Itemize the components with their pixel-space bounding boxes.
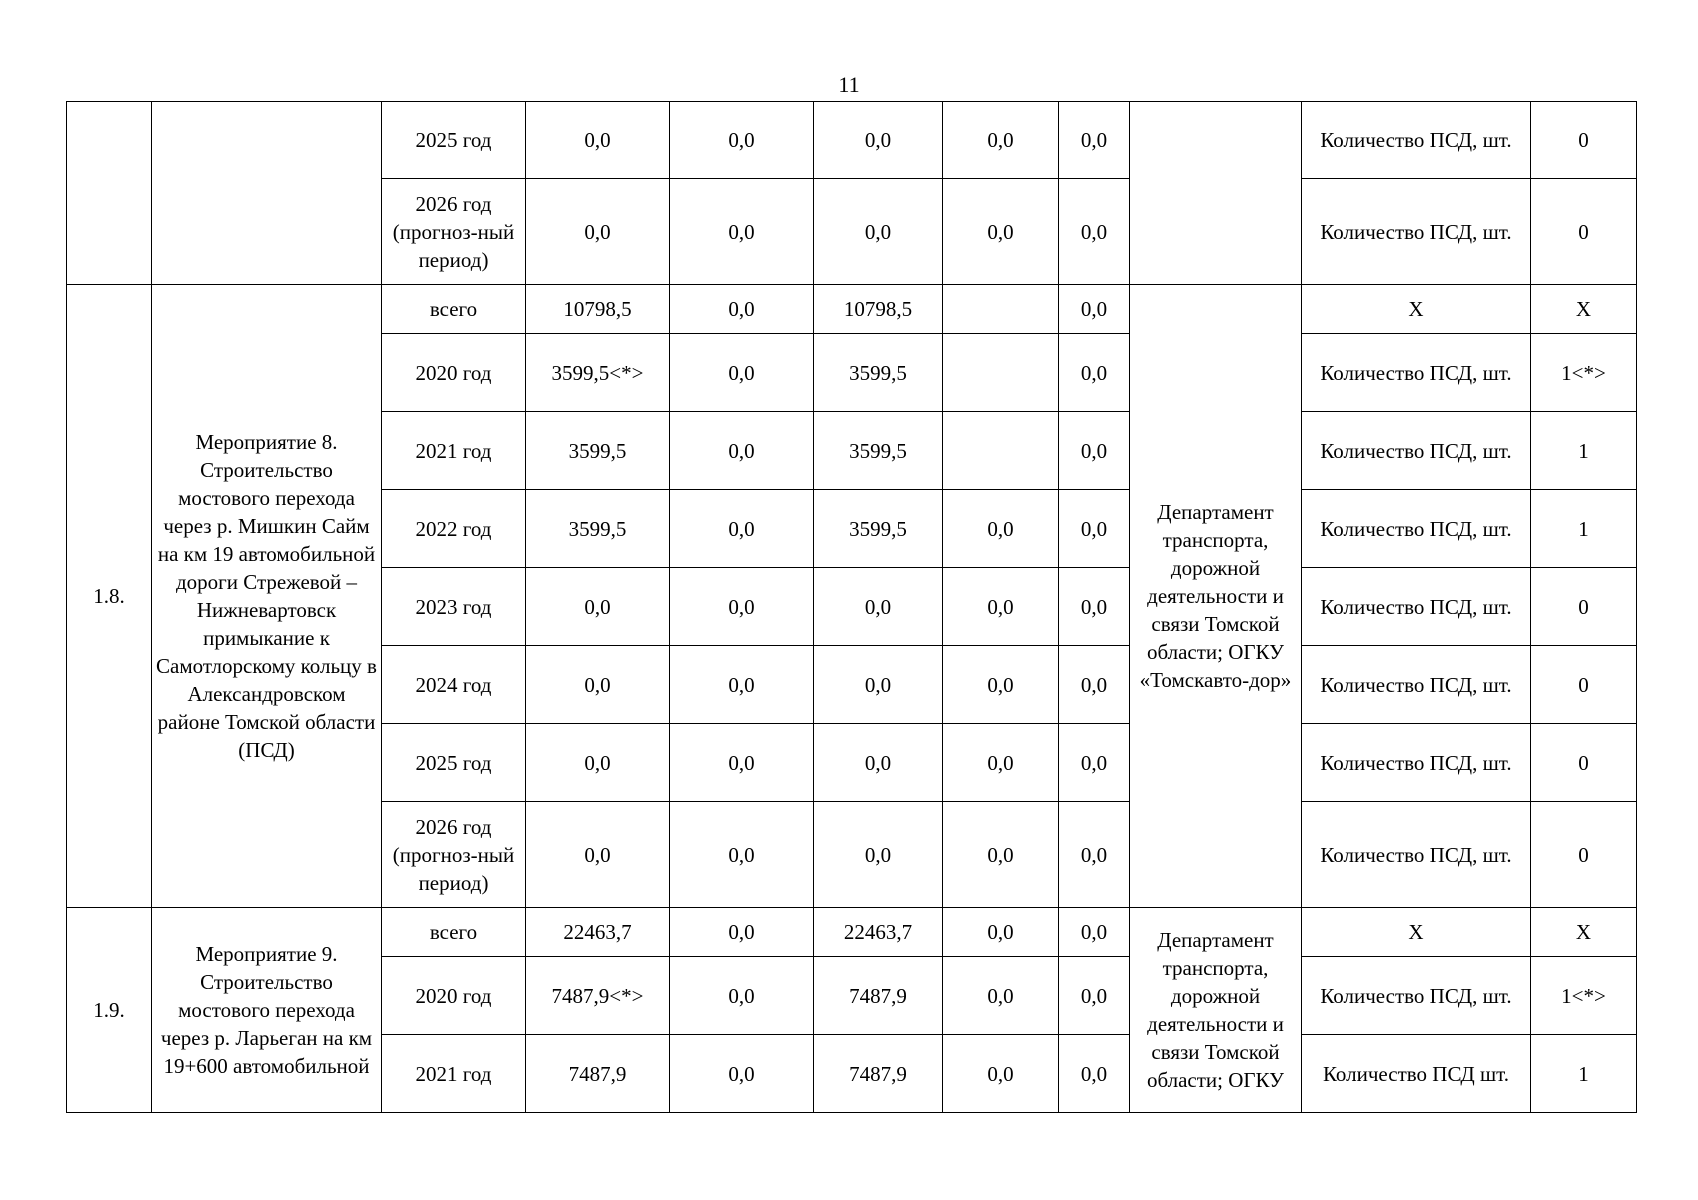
- period-cell: всего: [382, 908, 526, 957]
- period-cell: 2026 год (прогноз-ный период): [382, 179, 526, 285]
- regional-funding-cell: 3599,5: [814, 490, 943, 568]
- extra-funding-cell: 0,0: [1059, 285, 1130, 334]
- regional-funding-cell: 0,0: [814, 102, 943, 179]
- regional-funding-cell: 0,0: [814, 802, 943, 908]
- federal-funding-cell: 0,0: [670, 646, 814, 724]
- period-cell: 2020 год: [382, 334, 526, 412]
- federal-funding-cell: 0,0: [670, 957, 814, 1035]
- federal-funding-cell: 0,0: [670, 908, 814, 957]
- regional-funding-cell: 3599,5: [814, 412, 943, 490]
- regional-funding-cell: 0,0: [814, 646, 943, 724]
- regional-funding-cell: 10798,5: [814, 285, 943, 334]
- indicator-name-cell: Количество ПСД, шт.: [1302, 568, 1531, 646]
- local-funding-cell: [943, 412, 1059, 490]
- indicator-name-cell: Количество ПСД, шт.: [1302, 724, 1531, 802]
- extra-funding-cell: 0,0: [1059, 957, 1130, 1035]
- page-number: 11: [838, 72, 860, 97]
- total-funding-cell: 0,0: [526, 646, 670, 724]
- total-funding-cell: 0,0: [526, 102, 670, 179]
- local-funding-cell: [943, 334, 1059, 412]
- indicator-name-cell: Х: [1302, 908, 1531, 957]
- total-funding-cell: 3599,5<*>: [526, 334, 670, 412]
- regional-funding-cell: 0,0: [814, 568, 943, 646]
- extra-funding-cell: 0,0: [1059, 802, 1130, 908]
- total-funding-cell: 7487,9<*>: [526, 957, 670, 1035]
- period-cell: 2020 год: [382, 957, 526, 1035]
- table-row: [67, 102, 1637, 179]
- table-row: [67, 285, 1637, 334]
- indicator-value-cell: Х: [1531, 285, 1637, 334]
- extra-funding-cell: 0,0: [1059, 1035, 1130, 1113]
- indicator-value-cell: 1<*>: [1531, 334, 1637, 412]
- indicator-value-cell: 0: [1531, 102, 1637, 179]
- indicator-value-cell: 1: [1531, 490, 1637, 568]
- table-row: [67, 908, 1637, 957]
- event-description: Мероприятие 8. Строительство мостового перехода через р. Мишкин Сайм на км 19 автомобильной дороги Стрежевой – Нижневартовск примыкание к Самотлорскому кольцу в Александровском районе Томской области (ПСД): [152, 285, 382, 908]
- regional-funding-cell: 7487,9: [814, 1035, 943, 1113]
- period-cell: 2023 год: [382, 568, 526, 646]
- event-number: 1.9.: [67, 908, 152, 1113]
- local-funding-cell: 0,0: [943, 724, 1059, 802]
- event-number: 1.8.: [67, 285, 152, 908]
- event-description: Мероприятие 9. Строительство мостового перехода через р. Ларьеган на км 19+600 автомобильной: [152, 908, 382, 1113]
- extra-funding-cell: 0,0: [1059, 334, 1130, 412]
- federal-funding-cell: 0,0: [670, 568, 814, 646]
- period-cell: 2025 год: [382, 102, 526, 179]
- federal-funding-cell: 0,0: [670, 285, 814, 334]
- event-description: [152, 102, 382, 285]
- regional-funding-cell: 0,0: [814, 724, 943, 802]
- period-cell: 2021 год: [382, 1035, 526, 1113]
- indicator-value-cell: 0: [1531, 646, 1637, 724]
- federal-funding-cell: 0,0: [670, 334, 814, 412]
- indicator-name-cell: Количество ПСД шт.: [1302, 1035, 1531, 1113]
- extra-funding-cell: 0,0: [1059, 724, 1130, 802]
- period-cell: 2025 год: [382, 724, 526, 802]
- federal-funding-cell: 0,0: [670, 102, 814, 179]
- local-funding-cell: [943, 285, 1059, 334]
- indicator-value-cell: 0: [1531, 568, 1637, 646]
- federal-funding-cell: 0,0: [670, 179, 814, 285]
- indicator-value-cell: Х: [1531, 908, 1637, 957]
- total-funding-cell: 0,0: [526, 179, 670, 285]
- total-funding-cell: 0,0: [526, 724, 670, 802]
- indicator-name-cell: Количество ПСД, шт.: [1302, 490, 1531, 568]
- regional-funding-cell: 7487,9: [814, 957, 943, 1035]
- total-funding-cell: 0,0: [526, 568, 670, 646]
- indicator-value-cell: 0: [1531, 724, 1637, 802]
- indicator-value-cell: 0: [1531, 802, 1637, 908]
- indicator-name-cell: Количество ПСД, шт.: [1302, 334, 1531, 412]
- regional-funding-cell: 22463,7: [814, 908, 943, 957]
- event-number: [67, 102, 152, 285]
- indicator-value-cell: 1: [1531, 412, 1637, 490]
- indicator-name-cell: Количество ПСД, шт.: [1302, 957, 1531, 1035]
- local-funding-cell: 0,0: [943, 490, 1059, 568]
- federal-funding-cell: 0,0: [670, 490, 814, 568]
- extra-funding-cell: 0,0: [1059, 490, 1130, 568]
- total-funding-cell: 10798,5: [526, 285, 670, 334]
- total-funding-cell: 22463,7: [526, 908, 670, 957]
- extra-funding-cell: 0,0: [1059, 102, 1130, 179]
- local-funding-cell: 0,0: [943, 908, 1059, 957]
- indicator-name-cell: Количество ПСД, шт.: [1302, 102, 1531, 179]
- total-funding-cell: 3599,5: [526, 490, 670, 568]
- federal-funding-cell: 0,0: [670, 724, 814, 802]
- local-funding-cell: 0,0: [943, 179, 1059, 285]
- total-funding-cell: 3599,5: [526, 412, 670, 490]
- local-funding-cell: 0,0: [943, 802, 1059, 908]
- indicator-value-cell: 0: [1531, 179, 1637, 285]
- extra-funding-cell: 0,0: [1059, 646, 1130, 724]
- period-cell: 2024 год: [382, 646, 526, 724]
- federal-funding-cell: 0,0: [670, 802, 814, 908]
- period-cell: 2022 год: [382, 490, 526, 568]
- executor-cell: Департамент транспорта, дорожной деятельности и связи Томской области; ОГКУ «Томскавто-дор»: [1130, 285, 1302, 908]
- local-funding-cell: 0,0: [943, 957, 1059, 1035]
- indicator-name-cell: Количество ПСД, шт.: [1302, 179, 1531, 285]
- extra-funding-cell: 0,0: [1059, 908, 1130, 957]
- indicator-value-cell: 1: [1531, 1035, 1637, 1113]
- regional-funding-cell: 3599,5: [814, 334, 943, 412]
- federal-funding-cell: 0,0: [670, 1035, 814, 1113]
- local-funding-cell: 0,0: [943, 1035, 1059, 1113]
- local-funding-cell: 0,0: [943, 568, 1059, 646]
- extra-funding-cell: 0,0: [1059, 412, 1130, 490]
- regional-funding-cell: 0,0: [814, 179, 943, 285]
- program-table: [66, 101, 1637, 1113]
- total-funding-cell: 0,0: [526, 802, 670, 908]
- indicator-name-cell: Количество ПСД, шт.: [1302, 646, 1531, 724]
- federal-funding-cell: 0,0: [670, 412, 814, 490]
- indicator-name-cell: Количество ПСД, шт.: [1302, 412, 1531, 490]
- period-cell: всего: [382, 285, 526, 334]
- local-funding-cell: 0,0: [943, 102, 1059, 179]
- indicator-name-cell: Х: [1302, 285, 1531, 334]
- extra-funding-cell: 0,0: [1059, 179, 1130, 285]
- period-cell: 2021 год: [382, 412, 526, 490]
- period-cell: 2026 год (прогноз-ный период): [382, 802, 526, 908]
- indicator-name-cell: Количество ПСД, шт.: [1302, 802, 1531, 908]
- extra-funding-cell: 0,0: [1059, 568, 1130, 646]
- total-funding-cell: 7487,9: [526, 1035, 670, 1113]
- local-funding-cell: 0,0: [943, 646, 1059, 724]
- executor-cell: Департамент транспорта, дорожной деятельности и связи Томской области; ОГКУ: [1130, 908, 1302, 1113]
- executor-cell: [1130, 102, 1302, 285]
- indicator-value-cell: 1<*>: [1531, 957, 1637, 1035]
